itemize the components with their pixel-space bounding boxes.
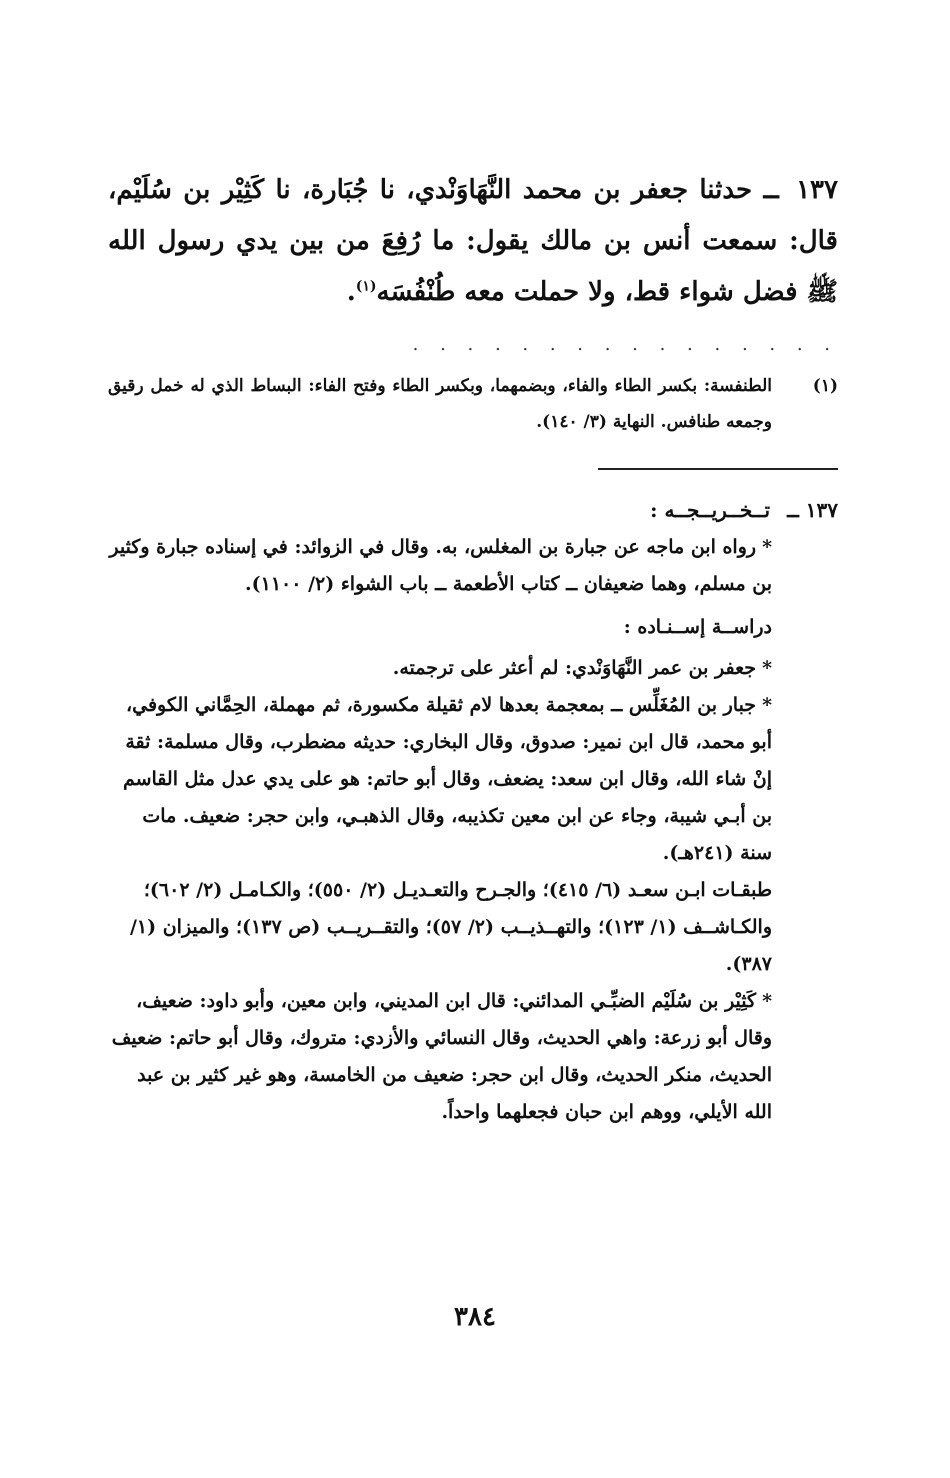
footnote-marker: (١) xyxy=(812,376,838,396)
takhrij-heading xyxy=(108,492,838,529)
takhrij-title: تــخــريــجــه : xyxy=(650,498,771,522)
footnote-text: الطنفسة: بكسر الطاء والفاء، وبضمهما، وبكسر الطاء وفتح الفاء: البساط الذي له خمل رقيق وجمعه طنافس. النهاية (٣/ ١٤٠). xyxy=(108,376,772,432)
separator-dots: . . . . . . . . . . . . . . . . xyxy=(412,334,838,354)
footnote-reference[interactable]: (١) xyxy=(355,278,377,295)
hadith-text: ــ حدثنا جعفر بن محمد النَّهَاوَنْدي، نا جُبَارة، نا كَثِيْر بن سُلَيْم، قال: سمعت أنس بن مالك يقول: ما رُفِعَ من بين يدي رسول الله ﷺ فضل شواء قط، ولا حملت معه طُنْفُسَه xyxy=(108,175,838,307)
bullet-star: * xyxy=(762,990,772,1012)
page-number: ٣٨٤ xyxy=(454,1302,496,1332)
narrator-3-text: كَثِيْر بن سُلَيْم الضبِّـي المدائني: قال ابن المديني، وابن معين، وأبو داود: ضعيف، وقال أبو زرعة: واهي الحديث، وقال النسائي والأزدي: متروك، وقال أبو حاتم: ضعيف الحديث، منكر الحديث، وقال ابن حجر: ضعيف من الخامسة، وهو غير كثير بن عبد الله الأيلي، ووهم ابن حبان فجعلهما واحداً. xyxy=(111,990,772,1123)
takhrij-section xyxy=(108,492,838,1131)
isnad-heading: دراســة إســنـاده : xyxy=(623,616,772,638)
narrator-entry-2 xyxy=(108,687,772,872)
hadith-end: . xyxy=(346,277,356,307)
source-paragraph xyxy=(108,529,772,603)
narrator-entry-3 xyxy=(108,983,772,1131)
hadith-number: ١٣٧ xyxy=(796,175,838,205)
bullet-star: * xyxy=(762,536,772,558)
footnote xyxy=(108,368,838,440)
bullet-star: * xyxy=(762,657,772,679)
hadith-paragraph xyxy=(108,165,838,318)
section-divider xyxy=(598,468,838,470)
takhrij-number: ١٣٧ ــ xyxy=(787,498,838,522)
narrator-1-text: جعفر بن عمر النَّهَاوَنْدي: لم أعثر على ترجمته. xyxy=(392,657,757,679)
source-text: رواه ابن ماجه عن جبارة بن المغلس، به. وقال في الزوائد: في إسناده جبارة وكثير بن مسلم، وهما ضعيفان ــ كتاب الأطعمة ــ باب الشواء (٢/ ١١٠٠). xyxy=(109,536,772,595)
references-paragraph: طبقـات ابـن سعـد (٦/ ٤١٥)؛ والجـرح والتعـديـل (٢/ ٥٥٠)؛ والكـامـل (٢/ ٦٠٢)؛ والكـاشــف (١/ ١٢٣)؛ والتهــذيــب (٢/ ٥٧)؛ والتقــريــب (ص ١٣٧)؛ والميزان (١/ ٣٨٧). xyxy=(129,879,772,975)
narrator-entry-1 xyxy=(108,650,772,687)
narrator-2-text: جبار بن المُغَلِّس ــ بمعجمة بعدها لام ثقيلة مكسورة، ثم مهملة، الحِمَّاني الكوفي، أبو محمد، قال ابن نمير: صدوق، وقال البخاري: حديثه مضطرب، وقال مسلمة: ثقة إنْ شاء الله، وقال ابن سعد: يضعف، وقال أبو حاتم: هو على يدي عدل مثل القاسم بن أبـي شيبة، وجاء عن ابن معين تكذيبه، وقال الذهبـي، وابن حجر: ضعيف. مات سنة (٢٤١هـ). xyxy=(122,694,772,864)
bullet-star: * xyxy=(762,694,772,716)
